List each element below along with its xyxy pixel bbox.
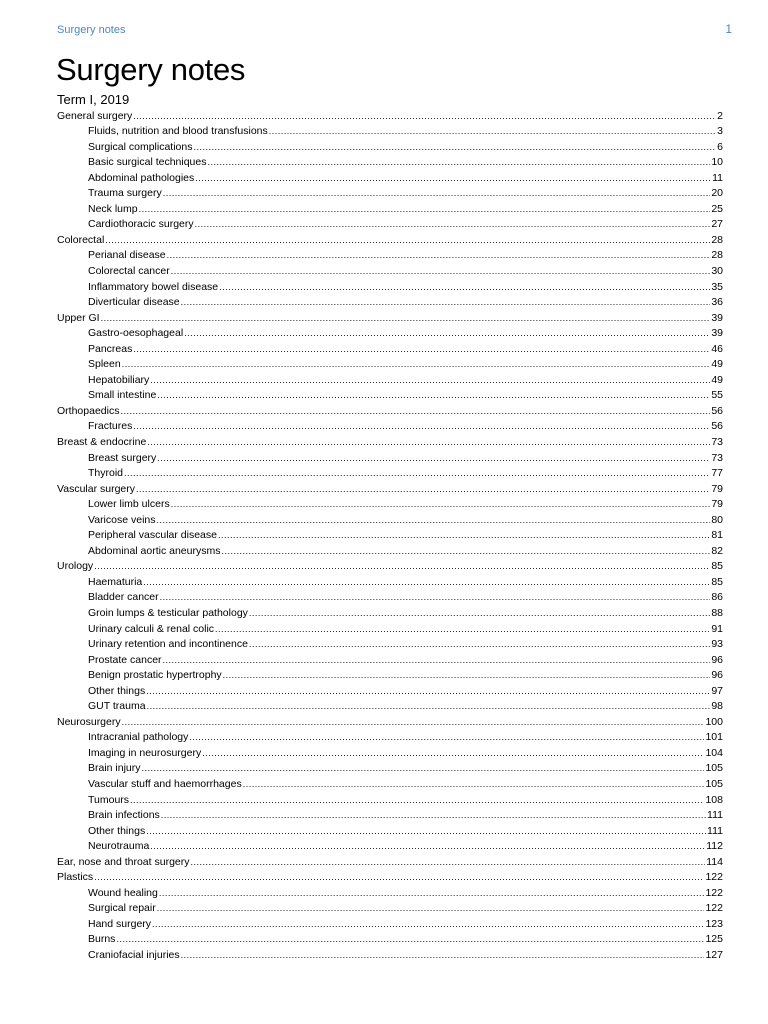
toc-entry-page: 86 xyxy=(711,591,723,604)
toc-dot-leader xyxy=(249,606,710,622)
toc-entry-label: GUT trauma xyxy=(88,700,146,713)
toc-dot-leader xyxy=(130,793,704,809)
toc-entry-label: Trauma surgery xyxy=(88,187,162,200)
toc-entry-page: 98 xyxy=(711,700,723,713)
toc-entry-page: 6 xyxy=(717,140,723,153)
toc-dot-leader xyxy=(189,730,704,746)
toc-section-entry[interactable] xyxy=(57,482,723,498)
toc-entry-page: 100 xyxy=(705,715,723,728)
toc-entry-page: 30 xyxy=(711,264,723,277)
toc-subsection-entry[interactable] xyxy=(57,761,723,777)
toc-dot-leader xyxy=(243,777,705,793)
toc-entry-page: 27 xyxy=(711,218,723,231)
toc-entry-page: 88 xyxy=(711,607,723,619)
toc-entry-page: 10 xyxy=(711,156,723,169)
toc-dot-leader xyxy=(269,124,716,140)
toc-dot-leader xyxy=(133,419,710,435)
toc-dot-leader xyxy=(215,622,710,638)
toc-subsection-entry[interactable] xyxy=(57,419,723,435)
toc-dot-leader xyxy=(122,357,711,373)
toc-entry-page: 2 xyxy=(717,109,723,122)
toc-dot-leader xyxy=(193,140,716,156)
toc-entry-page: 49 xyxy=(711,358,723,371)
toc-entry-page: 96 xyxy=(711,653,723,666)
toc-entry-page: 11 xyxy=(712,171,723,184)
toc-subsection-entry[interactable] xyxy=(57,140,723,156)
toc-subsection-entry[interactable] xyxy=(57,948,723,964)
toc-entry-label: Pancreas xyxy=(88,342,133,355)
toc-entry-label: Other things xyxy=(88,684,146,697)
toc-entry-page: 85 xyxy=(711,575,723,588)
toc-subsection-entry[interactable] xyxy=(57,202,723,218)
toc-entry-page: 56 xyxy=(711,420,723,433)
toc-entry-label: Imaging in neurosurgery xyxy=(88,746,202,759)
toc-entry-page: 93 xyxy=(711,638,723,651)
toc-subsection-entry[interactable] xyxy=(57,280,723,296)
toc-subsection-entry[interactable] xyxy=(57,590,723,606)
toc-dot-leader xyxy=(139,202,711,218)
toc-subsection-entry[interactable] xyxy=(57,528,723,544)
toc-entry-label: Abdominal pathologies xyxy=(88,171,195,184)
toc-dot-leader xyxy=(161,808,706,824)
toc-entry-label: Urinary calculi & renal colic xyxy=(88,622,215,635)
toc-entry-label: Neurotrauma xyxy=(88,840,150,853)
toc-subsection-entry[interactable] xyxy=(57,373,723,389)
toc-dot-leader xyxy=(157,513,711,529)
toc-dot-leader xyxy=(136,482,710,498)
toc-dot-leader xyxy=(94,559,710,575)
toc-subsection-entry[interactable] xyxy=(57,124,723,140)
toc-dot-leader xyxy=(218,528,710,544)
toc-subsection-entry[interactable] xyxy=(57,186,723,202)
toc-entry-label: Brain injury xyxy=(88,762,141,775)
toc-dot-leader xyxy=(163,653,711,669)
toc-entry-label: Hepatobiliary xyxy=(88,373,150,386)
toc-entry-label: Fluids, nutrition and blood transfusions xyxy=(88,125,268,138)
toc-entry-page: 82 xyxy=(711,544,723,557)
toc-entry-label: Peripheral vascular disease xyxy=(88,529,217,542)
toc-entry-page: 56 xyxy=(711,404,723,417)
toc-dot-leader xyxy=(223,668,711,684)
toc-subsection-entry[interactable] xyxy=(57,824,723,840)
toc-dot-leader xyxy=(160,590,711,606)
toc-entry-label: Varicose veins xyxy=(88,513,156,526)
toc-dot-leader xyxy=(150,839,705,855)
toc-entry-page: 125 xyxy=(705,933,723,946)
toc-entry-page: 81 xyxy=(711,529,723,542)
toc-subsection-entry[interactable] xyxy=(57,606,723,622)
toc-subsection-entry[interactable] xyxy=(57,171,723,187)
toc-entry-page: 77 xyxy=(711,467,723,480)
toc-subsection-entry[interactable] xyxy=(57,777,723,793)
toc-subsection-entry[interactable] xyxy=(57,326,723,342)
toc-subsection-entry[interactable] xyxy=(57,730,723,746)
toc-dot-leader xyxy=(167,248,711,264)
toc-section-entry[interactable] xyxy=(57,233,723,249)
toc-subsection-entry[interactable] xyxy=(57,451,723,467)
toc-dot-leader xyxy=(94,870,704,886)
toc-dot-leader xyxy=(159,886,705,902)
toc-dot-leader xyxy=(181,948,705,964)
toc-dot-leader xyxy=(133,109,716,125)
toc-entry-label: Gastro-oesophageal xyxy=(88,327,184,340)
toc-entry-label: Hand surgery xyxy=(88,917,152,930)
toc-entry-label: Neck lump xyxy=(88,202,138,215)
toc-dot-leader xyxy=(195,217,711,233)
toc-subsection-entry[interactable] xyxy=(57,342,723,358)
toc-dot-leader xyxy=(116,932,704,948)
toc-entry-label: Brain infections xyxy=(88,809,160,822)
toc-subsection-entry[interactable] xyxy=(57,886,723,902)
toc-entry-label: Breast & endocrine xyxy=(57,435,147,448)
toc-dot-leader xyxy=(146,684,710,700)
toc-section-entry[interactable] xyxy=(57,870,723,886)
toc-section-entry[interactable] xyxy=(57,404,723,420)
toc-entry-label: Neurosurgery xyxy=(57,715,121,728)
toc-dot-leader xyxy=(219,280,710,296)
toc-entry-label: Vascular stuff and haemorrhages xyxy=(88,778,242,791)
toc-entry-label: Tumours xyxy=(88,793,130,806)
toc-entry-label: Benign prostatic hypertrophy xyxy=(88,669,222,682)
toc-entry-label: Haematuria xyxy=(88,575,143,588)
toc-subsection-entry[interactable] xyxy=(57,466,723,482)
toc-entry-page: 73 xyxy=(711,435,723,448)
toc-section-entry[interactable] xyxy=(57,435,723,451)
toc-dot-leader xyxy=(122,715,705,731)
toc-section-entry[interactable] xyxy=(57,311,723,327)
toc-entry-page: 39 xyxy=(711,327,723,340)
toc-dot-leader xyxy=(147,699,711,715)
toc-dot-leader xyxy=(147,435,710,451)
toc-subsection-entry[interactable] xyxy=(57,808,723,824)
toc-dot-leader xyxy=(184,326,710,342)
toc-entry-page: 122 xyxy=(705,902,723,915)
toc-entry-page: 79 xyxy=(711,498,723,511)
toc-entry-label: Cardiothoracic surgery xyxy=(88,218,194,231)
toc-dot-leader xyxy=(124,466,710,482)
toc-dot-leader xyxy=(143,575,710,591)
toc-entry-page: 28 xyxy=(711,249,723,262)
toc-entry-page: 112 xyxy=(706,840,723,853)
toc-subsection-entry[interactable] xyxy=(57,699,723,715)
toc-entry-page: 39 xyxy=(711,311,723,324)
toc-dot-leader xyxy=(181,295,711,311)
toc-entry-page: 105 xyxy=(705,762,723,775)
toc-entry-label: Colorectal xyxy=(57,233,105,246)
toc-entry-label: Diverticular disease xyxy=(88,296,180,309)
toc-entry-page: 91 xyxy=(711,622,723,635)
toc-dot-leader xyxy=(163,186,711,202)
toc-entry-label: Burns xyxy=(88,933,116,946)
toc-dot-leader xyxy=(249,637,710,653)
toc-subsection-entry[interactable] xyxy=(57,513,723,529)
toc-dot-leader xyxy=(207,155,710,171)
toc-subsection-entry[interactable] xyxy=(57,264,723,280)
toc-entry-label: Colorectal cancer xyxy=(88,264,170,277)
toc-entry-label: Perianal disease xyxy=(88,249,166,262)
toc-entry-page: 111 xyxy=(707,809,723,822)
toc-entry-label: Thyroid xyxy=(88,467,124,480)
toc-entry-page: 122 xyxy=(705,871,723,884)
toc-subsection-entry[interactable] xyxy=(57,622,723,638)
toc-entry-page: 36 xyxy=(711,296,723,309)
toc-entry-label: Prostate cancer xyxy=(88,653,162,666)
toc-subsection-entry[interactable] xyxy=(57,295,723,311)
toc-entry-page: 35 xyxy=(711,280,723,293)
toc-subsection-entry[interactable] xyxy=(57,932,723,948)
toc-section-entry[interactable] xyxy=(57,855,723,871)
toc-dot-leader xyxy=(142,761,705,777)
toc-entry-page: 28 xyxy=(711,233,723,246)
toc-entry-label: Lower limb ulcers xyxy=(88,498,170,511)
document-subtitle: Term I, 2019 xyxy=(57,92,130,107)
toc-entry-label: Spleen xyxy=(88,358,121,371)
toc-entry-page: 49 xyxy=(711,373,723,386)
toc-entry-page: 108 xyxy=(705,793,723,806)
toc-dot-leader xyxy=(202,746,704,762)
toc-subsection-entry[interactable] xyxy=(57,901,723,917)
document-title: Surgery notes xyxy=(56,52,246,87)
toc-dot-leader xyxy=(171,497,711,513)
toc-subsection-entry[interactable] xyxy=(57,839,723,855)
toc-entry-page: 127 xyxy=(705,949,723,962)
toc-entry-label: Ear, nose and throat surgery xyxy=(57,855,190,868)
toc-dot-leader xyxy=(150,373,710,389)
toc-entry-label: Upper GI xyxy=(57,311,100,324)
toc-dot-leader xyxy=(157,901,705,917)
toc-subsection-entry[interactable] xyxy=(57,746,723,762)
toc-entry-label: Vascular surgery xyxy=(57,482,136,495)
toc-entry-page: 55 xyxy=(711,389,723,402)
toc-dot-leader xyxy=(120,404,710,420)
toc-entry-page: 111 xyxy=(707,824,723,837)
toc-entry-label: General surgery xyxy=(57,109,133,122)
toc-entry-label: Other things xyxy=(88,824,146,837)
toc-dot-leader xyxy=(105,233,710,249)
toc-entry-page: 123 xyxy=(705,917,723,930)
toc-entry-page: 20 xyxy=(711,187,723,200)
toc-entry-label: Craniofacial injuries xyxy=(88,949,180,962)
toc-subsection-entry[interactable] xyxy=(57,793,723,809)
page-number: 1 xyxy=(725,22,732,36)
toc-entry-page: 73 xyxy=(711,451,723,464)
toc-entry-page: 101 xyxy=(705,731,723,744)
toc-entry-label: Wound healing xyxy=(88,886,158,899)
toc-dot-leader xyxy=(157,388,710,404)
toc-entry-page: 3 xyxy=(717,125,723,138)
toc-subsection-entry[interactable] xyxy=(57,684,723,700)
toc-subsection-entry[interactable] xyxy=(57,653,723,669)
toc-section-entry[interactable] xyxy=(57,715,723,731)
toc-dot-leader xyxy=(157,451,710,467)
toc-entry-page: 104 xyxy=(705,746,723,759)
toc-dot-leader xyxy=(101,311,711,327)
toc-entry-page: 97 xyxy=(711,684,723,697)
toc-dot-leader xyxy=(221,544,710,560)
toc-entry-page: 122 xyxy=(705,886,723,899)
toc-subsection-entry[interactable] xyxy=(57,575,723,591)
toc-subsection-entry[interactable] xyxy=(57,248,723,264)
toc-dot-leader xyxy=(195,171,711,187)
toc-section-entry[interactable] xyxy=(57,109,723,125)
toc-dot-leader xyxy=(146,824,706,840)
toc-entry-label: Bladder cancer xyxy=(88,591,159,604)
toc-section-entry[interactable] xyxy=(57,559,723,575)
toc-entry-label: Surgical complications xyxy=(88,140,193,153)
table-of-contents xyxy=(57,109,723,964)
toc-subsection-entry[interactable] xyxy=(57,217,723,233)
toc-entry-label: Fractures xyxy=(88,420,133,433)
toc-entry-page: 114 xyxy=(706,855,723,868)
toc-entry-label: Groin lumps & testicular pathology xyxy=(88,607,248,619)
toc-dot-leader xyxy=(152,917,704,933)
toc-subsection-entry[interactable] xyxy=(57,668,723,684)
toc-entry-page: 79 xyxy=(711,482,723,495)
toc-subsection-entry[interactable] xyxy=(57,497,723,513)
toc-dot-leader xyxy=(171,264,711,280)
toc-entry-label: Breast surgery xyxy=(88,451,157,464)
toc-subsection-entry[interactable] xyxy=(57,388,723,404)
toc-entry-label: Orthopaedics xyxy=(57,404,120,417)
toc-entry-label: Small intestine xyxy=(88,389,157,402)
toc-entry-page: 96 xyxy=(711,669,723,682)
toc-subsection-entry[interactable] xyxy=(57,917,723,933)
toc-entry-label: Urinary retention and incontinence xyxy=(88,638,248,651)
toc-subsection-entry[interactable] xyxy=(57,637,723,653)
toc-subsection-entry[interactable] xyxy=(57,357,723,373)
toc-entry-page: 85 xyxy=(711,560,723,573)
toc-entry-label: Surgical repair xyxy=(88,902,156,915)
toc-entry-page: 80 xyxy=(711,513,723,526)
toc-entry-label: Intracranial pathology xyxy=(88,731,189,744)
toc-dot-leader xyxy=(191,855,706,871)
toc-dot-leader xyxy=(133,342,710,358)
toc-entry-label: Basic surgical techniques xyxy=(88,156,207,169)
toc-entry-page: 46 xyxy=(711,342,723,355)
toc-entry-label: Plastics xyxy=(57,871,94,884)
toc-subsection-entry[interactable] xyxy=(57,155,723,171)
toc-entry-page: 105 xyxy=(705,778,723,791)
running-header: Surgery notes xyxy=(57,24,126,36)
toc-entry-label: Urology xyxy=(57,560,94,573)
toc-entry-page: 25 xyxy=(711,202,723,215)
toc-entry-label: Inflammatory bowel disease xyxy=(88,280,219,293)
toc-entry-label: Abdominal aortic aneurysms xyxy=(88,544,221,557)
toc-subsection-entry[interactable] xyxy=(57,544,723,560)
